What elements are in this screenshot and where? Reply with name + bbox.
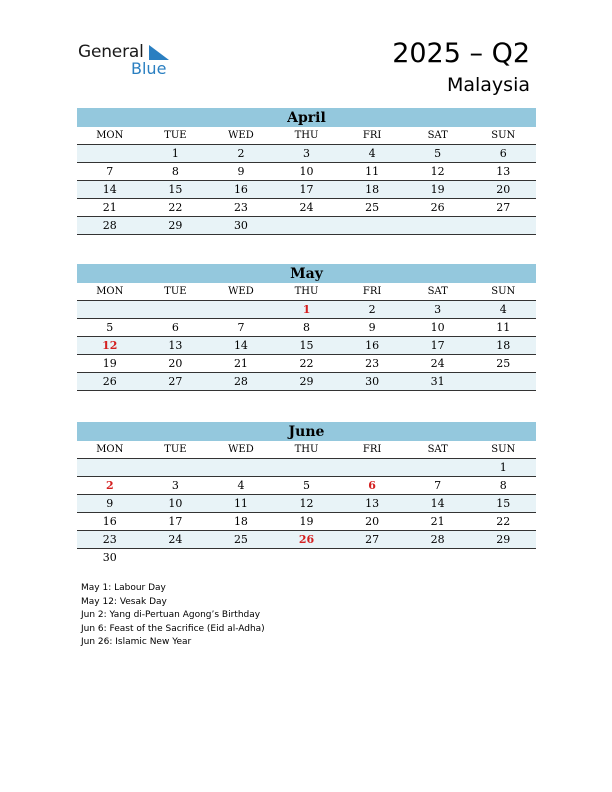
day-cell: 26 [430,201,445,214]
day-cell: 9 [237,165,245,178]
day-cell [405,217,471,234]
week-row [77,337,536,355]
month-name: May [77,264,536,283]
page-title: 2025 – Q2 [392,38,530,69]
weekday-header-row [77,441,536,459]
holiday-entry: May 1: Labour Day [81,583,166,593]
day-cell: 26 [102,375,117,388]
day-cell: 15 [299,339,314,352]
weekday-label: WED [228,286,254,297]
week-row [77,319,536,337]
weekday-label: FRI [362,444,382,455]
month-may [77,264,536,391]
day-cell: 17 [168,515,183,528]
day-cell [208,459,274,476]
day-cell: 27 [168,375,183,388]
weekday-label: SUN [491,130,516,141]
day-cell: 25 [233,533,248,546]
day-cell [274,549,340,566]
day-cell: 14 [430,497,445,510]
weekday-header-row [77,127,536,145]
day-cell: 25 [496,357,511,370]
day-cell: 29 [299,375,314,388]
day-cell: 10 [168,497,183,510]
day-cell: 7 [106,165,114,178]
day-cell: 23 [365,357,380,370]
day-cell [208,301,274,318]
day-cell [274,217,340,234]
day-cell: 23 [233,201,248,214]
day-cell: 3 [303,147,311,160]
day-cell: 26 [298,533,315,546]
week-row [77,301,536,319]
day-cell: 28 [430,533,445,546]
day-cell: 24 [168,533,183,546]
day-cell [339,459,405,476]
day-cell: 18 [496,339,511,352]
day-cell: 12 [430,165,445,178]
weekday-label: THU [294,444,319,455]
day-cell [339,549,405,566]
day-cell: 19 [299,515,314,528]
day-cell: 7 [237,321,245,334]
day-cell [77,145,143,162]
logo-text-blue: Blue [131,59,167,78]
weekday-label: FRI [362,130,382,141]
day-cell [405,549,471,566]
day-cell: 7 [434,479,442,492]
day-cell: 13 [496,165,511,178]
day-cell: 13 [168,339,183,352]
holiday-entry: Jun 6: Feast of the Sacrifice (Eid al-Adha) [81,623,265,634]
day-cell: 11 [233,497,248,510]
week-row [77,495,536,513]
day-cell: 12 [299,497,314,510]
day-cell: 30 [365,375,380,388]
weekday-label: SAT [427,444,448,455]
day-cell: 22 [496,515,511,528]
day-cell: 21 [102,201,117,214]
day-cell: 8 [499,479,507,492]
day-cell: 20 [168,357,183,370]
day-cell: 16 [233,183,248,196]
weekday-label: SAT [427,130,448,141]
holiday-list [81,582,265,650]
day-cell: 14 [102,183,117,196]
day-cell: 15 [496,497,511,510]
weekday-label: WED [228,130,254,141]
day-cell: 17 [299,183,314,196]
day-cell: 2 [105,479,114,492]
day-cell: 5 [106,321,114,334]
day-cell [143,301,209,318]
day-cell: 16 [102,515,117,528]
day-cell: 19 [430,183,445,196]
day-cell: 30 [233,219,248,232]
month-name: April [77,108,536,127]
day-cell: 24 [430,357,445,370]
day-cell: 1 [499,461,507,474]
day-cell: 8 [303,321,311,334]
day-cell: 14 [233,339,248,352]
day-cell: 18 [365,183,380,196]
day-cell: 16 [365,339,380,352]
day-cell: 10 [299,165,314,178]
day-cell: 31 [430,375,445,388]
day-cell: 1 [171,147,179,160]
month-name: June [77,422,536,441]
day-cell: 20 [365,515,380,528]
country-name: Malaysia [446,74,530,96]
weekday-label: THU [294,286,319,297]
day-cell: 6 [171,321,179,334]
weekday-label: SAT [427,286,448,297]
weekday-label: FRI [362,286,382,297]
week-row [77,531,536,549]
holiday-entry: Jun 26: Islamic New Year [81,637,192,647]
day-cell: 13 [365,497,380,510]
day-cell: 19 [102,357,117,370]
logo-text-general: General [78,42,144,62]
day-cell: 15 [168,183,183,196]
day-cell: 8 [171,165,179,178]
holiday-entry: Jun 2: Yang di-Pertuan Agong’s Birthday [81,610,261,620]
weekday-header-row [77,283,536,301]
day-cell [470,549,536,566]
week-row [77,217,536,235]
week-row [77,459,536,477]
day-cell: 29 [496,533,511,546]
weekday-label: THU [294,130,319,141]
weekday-label: TUE [164,286,187,297]
day-cell: 12 [102,339,118,352]
day-cell: 25 [365,201,380,214]
day-cell: 3 [171,479,179,492]
day-cell: 1 [302,303,311,316]
month-june [77,422,536,566]
day-cell: 2 [237,147,245,160]
day-cell [405,459,471,476]
weekday-label: MON [96,286,124,297]
week-row [77,181,536,199]
day-cell: 21 [430,515,445,528]
day-cell: 27 [365,533,380,546]
day-cell [470,217,536,234]
month-april [77,108,536,235]
day-cell: 10 [430,321,445,334]
day-cell: 4 [237,479,245,492]
week-row [77,477,536,495]
day-cell: 9 [106,497,114,510]
weekday-label: MON [96,444,124,455]
day-cell: 6 [499,147,507,160]
weekday-label: SUN [491,286,516,297]
day-cell: 27 [496,201,511,214]
day-cell [339,217,405,234]
day-cell: 29 [168,219,183,232]
week-row [77,549,536,566]
day-cell: 4 [368,147,376,160]
day-cell [208,549,274,566]
weekday-label: MON [96,130,124,141]
day-cell [77,301,143,318]
day-cell: 11 [365,165,380,178]
week-row [77,513,536,531]
day-cell: 4 [499,303,507,316]
weekday-label: SUN [491,444,516,455]
day-cell: 2 [368,303,376,316]
day-cell: 30 [102,551,117,564]
day-cell: 18 [233,515,248,528]
day-cell: 22 [168,201,183,214]
day-cell [470,373,536,390]
day-cell: 5 [434,147,442,160]
day-cell [274,459,340,476]
day-cell [143,459,209,476]
day-cell: 11 [496,321,511,334]
weekday-label: TUE [164,130,187,141]
week-row [77,373,536,391]
day-cell: 5 [303,479,311,492]
week-row [77,163,536,181]
week-row [77,199,536,217]
holiday-entry: May 12: Vesak Day [81,596,167,607]
weekday-label: WED [228,444,254,455]
day-cell: 28 [102,219,117,232]
day-cell [77,459,143,476]
day-cell: 17 [430,339,445,352]
day-cell: 20 [496,183,511,196]
day-cell: 6 [368,479,376,492]
week-row [77,355,536,373]
day-cell: 21 [233,357,248,370]
day-cell: 28 [233,375,248,388]
day-cell: 3 [434,303,442,316]
day-cell: 23 [102,533,117,546]
day-cell: 9 [368,321,376,334]
day-cell: 24 [299,201,314,214]
day-cell [143,549,209,566]
brand-logo [78,40,188,80]
week-row [77,145,536,163]
weekday-label: TUE [164,444,187,455]
day-cell: 22 [299,357,314,370]
